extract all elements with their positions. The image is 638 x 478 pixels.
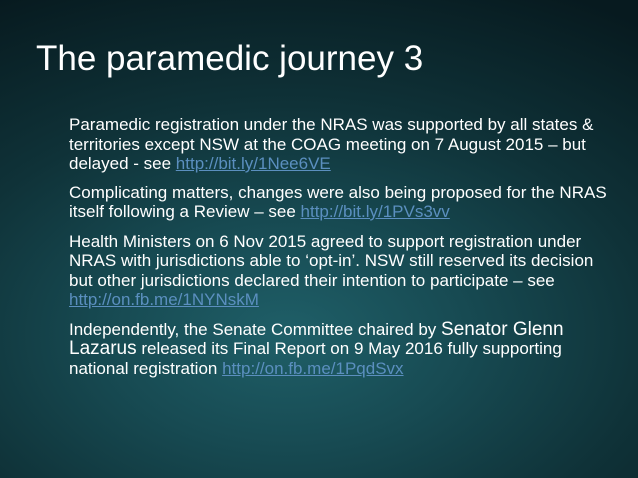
senator-name: Senator Glenn Lazarus [69,318,564,359]
paragraph-text: Health Ministers on 6 Nov 2015 agreed to support registration under NRAS with jurisdictions able to ‘opt-in’. NSW still reserved its decision but other jurisdictions declared their intention to participate – see [69,231,594,290]
paragraph-text: released its Final Report on 9 May 2016 fully supporting national registration [69,339,562,378]
paragraph-nras-review [69,183,621,222]
paragraph-senate-committee [69,320,621,379]
paragraph-text: Complicating matters, changes were also being proposed for the NRAS itself following a Review – see [69,182,607,221]
paragraph-registration-support [69,115,621,174]
link-fb-1nynskm[interactable]: http://on.fb.me/1NYNskM [69,290,259,309]
link-fb-1pqdsvx[interactable]: http://on.fb.me/1PqdSvx [222,358,404,378]
link-bitly-1nee6ve[interactable]: http://bit.ly/1Nee6VE [175,154,331,173]
slide-body [69,115,621,388]
paragraph-text: Paramedic registration under the NRAS was supported by all states & territories except NSW at the COAG meeting on 7 August 2015 – but delayed - see [69,115,594,173]
paragraph-text: Independently, the Senate Committee chaired by [69,319,442,339]
link-bitly-1pvs3vv[interactable]: http://bit.ly/1PVs3vv [300,202,450,221]
slide-title: The paramedic journey 3 [36,39,424,78]
paragraph-health-ministers [69,232,621,310]
